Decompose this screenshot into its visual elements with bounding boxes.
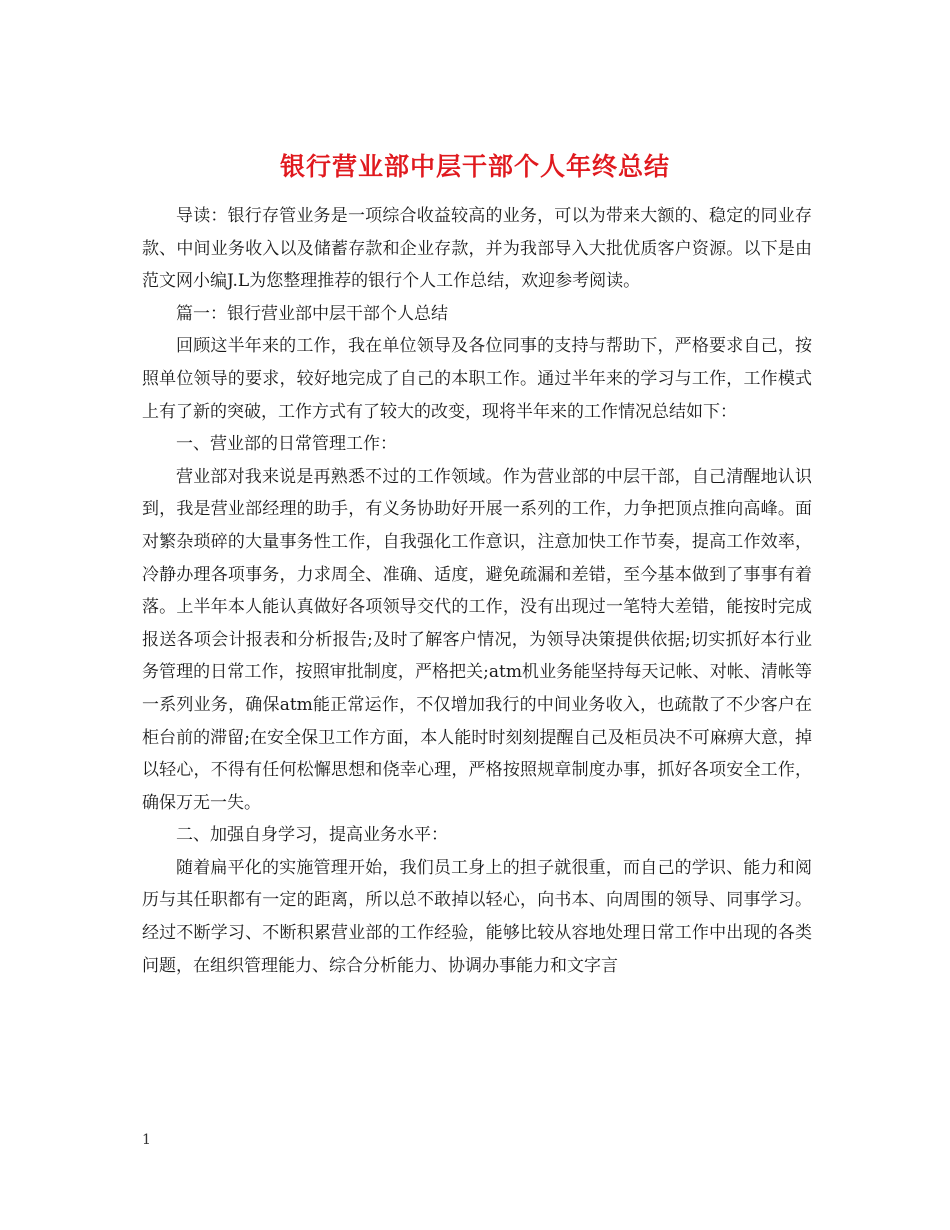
- paragraph-daily-management: 营业部对我来说是再熟悉不过的工作领域。作为营业部的中层干部，自己清醒地认识到，我是营业部经理的助手，有义务协助好开展一系列的工作，力争把顶点推向高峰。面对繁杂琐碎的大量事务性工作，自我强化工作意识，注意加快工作节奏，提高工作效率，冷静办理各项事务，力求周全、准确、适度，避免疏漏和差错，至今基本做到了事事有着落。上半年本人能认真做好各项领导交代的工作，没有出现过一笔特大差错，能按时完成报送各项会计报表和分析报告;及时了解客户情况，为领导决策提供依据;切实抓好本行业务管理的日常工作，按照审批制度，严格把关;atm机业务能坚持每天记帐、对帐、清帐等一系列业务，确保atm能正常运作，不仅增加我行的中间业务收入，也疏散了不少客户在柜台前的滞留;在安全保卫工作方面，本人能时时刻刻提醒自己及柜员决不可麻痹大意，掉以轻心，不得有任何松懈思想和侥幸心理，严格按照规章制度办事，抓好各项安全工作，确保万无一失。: [142, 466, 812, 813]
- document-body: [142, 200, 812, 982]
- paragraph-self-study: 随着扁平化的实施管理开始，我们员工身上的担子就很重，而自己的学识、能力和阅历与其任职都有一定的距离，所以总不敢掉以轻心，向书本、向周围的领导、同事学习。经过不断学习、不断积累营业部的工作经验，能够比较从容地处理日常工作中出现的各类问题，在组织管理能力、综合分析能力、协调办事能力和文字言: [142, 857, 812, 976]
- paragraph-heading-1: 一、营业部的日常管理工作：: [176, 434, 397, 455]
- paragraph-section-title: 篇一：银行营业部中层干部个人总结: [176, 303, 448, 324]
- paragraph-intro: 导读：银行存管业务是一项综合收益较高的业务，可以为带来大额的、稳定的同业存款、中间业务收入以及储蓄存款和企业存款，并为我部导入大批优质客户资源。以下是由范文网小编J.L为您整理推荐的银行个人工作总结，欢迎参考阅读。: [142, 206, 812, 292]
- paragraph-review: 回顾这半年来的工作，我在单位领导及各位同事的支持与帮助下，严格要求自己，按照单位领导的要求，较好地完成了自己的本职工作。通过半年来的学习与工作，工作模式上有了新的突破，工作方式有了较大的改变，现将半年来的工作情况总结如下：: [142, 336, 812, 422]
- document-title: 银行营业部中层干部个人年终总结: [279, 151, 670, 181]
- paragraph-heading-2: 二、加强自身学习，提高业务水平：: [176, 825, 448, 846]
- page-number: 1: [142, 1132, 151, 1148]
